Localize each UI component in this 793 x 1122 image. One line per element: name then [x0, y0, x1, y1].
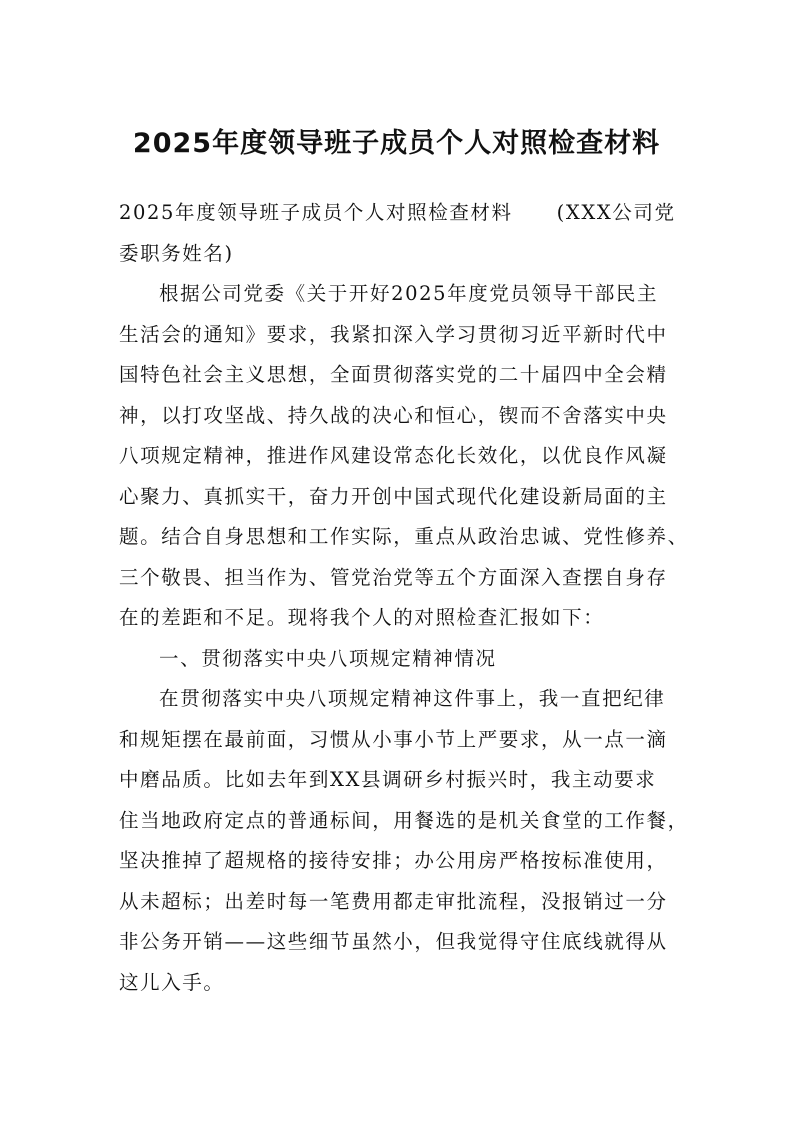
paragraph-line: 和规矩摆在最前面，习惯从小事小节上严要求，从一点一滴: [119, 727, 668, 751]
paragraph-line: 三个敬畏、担当作为、管党治党等五个方面深入查摆自身存: [119, 565, 668, 589]
subtitle-author-note: (XXX公司党: [556, 201, 676, 224]
paragraph-line: 在的差距和不足。现将我个人的对照检查汇报如下：: [119, 606, 605, 629]
paragraph-line: 从未超标；出差时每一笔费用都走审批流程，没报销过一分: [119, 889, 668, 913]
paragraph-line: 坚决推掉了超规格的接待安排；办公用房严格按标准使用，: [119, 849, 668, 872]
paragraph-line: 心聚力、真抓实干，奋力开创中国式现代化建设新局面的主: [119, 484, 668, 508]
document-title: 2025年度领导班子成员个人对照检查材料: [132, 128, 661, 159]
paragraph-line: 生活会的通知》要求，我紧扣深入学习贯彻习近平新时代中: [119, 322, 668, 346]
subtitle-text: 2025年度领导班子成员个人对照检查材料: [119, 201, 513, 224]
paragraph-line: 国特色社会主义思想，全面贯彻落实党的二十届四中全会精: [119, 363, 668, 386]
subtitle-line: [119, 193, 685, 234]
paragraph-line: 中磨品质。比如去年到XX县调研乡村振兴时，我主动要求: [119, 768, 657, 791]
paragraph-line: 住当地政府定点的普通标间，用餐选的是机关食堂的工作餐，: [119, 808, 689, 832]
paragraph-line: 题。结合自身思想和工作实际，重点从政治忠诚、党性修养、: [119, 525, 689, 548]
paragraph-line: 这儿入手。: [119, 970, 225, 994]
subtitle-line-2: 委职务姓名): [119, 241, 234, 265]
paragraph-line: 根据公司党委《关于开好2025年度党员领导干部民主: [159, 282, 659, 305]
document-body: [119, 193, 689, 1003]
paragraph-line: 非公务开销——这些细节虽然小，但我觉得守住底线就得从: [119, 930, 668, 953]
paragraph-line: 在贯彻落实中央八项规定精神这件事上，我一直把纪律: [159, 687, 666, 710]
paragraph-line: 八项规定精神，推进作风建设常态化长效化，以优良作风凝: [119, 444, 668, 467]
section-heading: 一、贯彻落实中央八项规定精神情况: [159, 646, 497, 670]
paragraph-line: 神，以打攻坚战、持久战的决心和恒心，锲而不舍落实中央: [119, 403, 668, 427]
